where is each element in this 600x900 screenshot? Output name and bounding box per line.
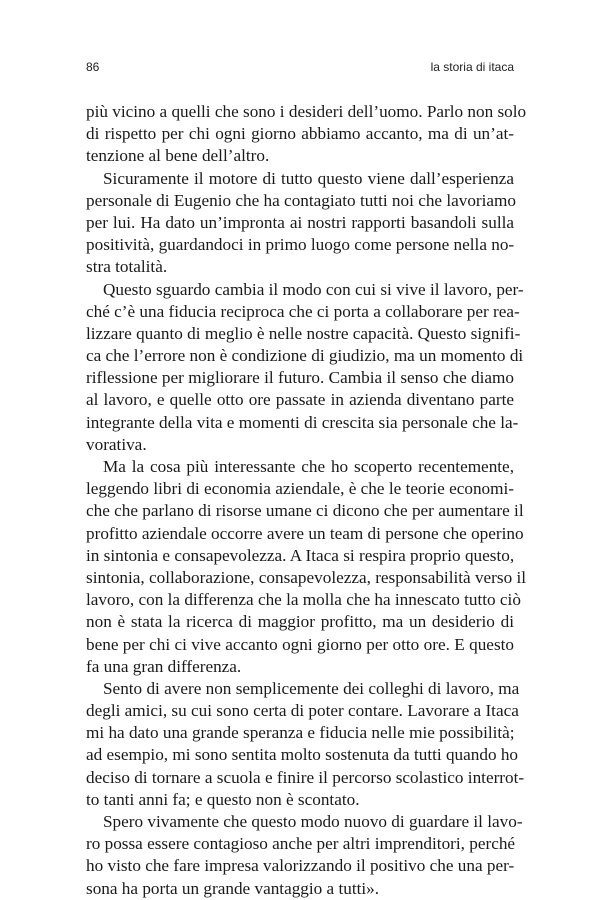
paragraph xyxy=(86,678,525,811)
text-line: Spero vivamente che questo modo nuovo di guardare il lavo- xyxy=(103,812,523,831)
text-line: Sicuramente il motore di tutto questo viene dall’esperienza xyxy=(103,168,514,188)
text-line: in sintonia e consapevolezza. A Itaca si respira proprio questo, xyxy=(86,545,515,565)
text-line: lizzare quanto di meglio è nelle nostre capacità. Questo signifi- xyxy=(86,323,521,343)
text-line: non è stata la ricerca di maggior profitto, ma un desiderio di xyxy=(86,612,514,632)
text-line: lavoro, con la differenza che la molla che ha innescato tutto ciò xyxy=(86,590,521,610)
paragraph xyxy=(86,456,527,678)
page-number: 86 xyxy=(86,60,100,74)
text-line: deciso di tornare a scuola e finire il percorso scolastico interrot- xyxy=(86,767,525,787)
text-line: ho visto che fare impresa valorizzando il positivo che una per- xyxy=(86,856,515,876)
text-line: mi ha dato una grande speranza e fiducia nelle mie possibilità; xyxy=(86,723,515,743)
text-line: ca che l’errore non è condizione di giudizio, ma un momento di xyxy=(86,346,524,366)
text-line: Ma la cosa più interessante che ho scoperto recentemente, xyxy=(103,457,514,476)
text-line: di rispetto per chi ogni giorno abbiamo accanto, ma di un’at- xyxy=(86,124,514,144)
text-line: sintonia, collaborazione, consapevolezza, responsabilità verso il xyxy=(86,567,527,587)
text-line: sona ha porta un grande vantaggio a tutti». xyxy=(86,878,380,898)
text-line: vorativa. xyxy=(86,434,147,454)
paragraph xyxy=(86,168,517,279)
body-text xyxy=(86,101,527,900)
text-line: positività, guardandoci in primo luogo come persone nella no- xyxy=(86,235,515,255)
text-line: più vicino a quelli che sono i desideri dell’uomo. Parlo non solo xyxy=(86,102,527,121)
text-line: personale di Eugenio che ha contagiato tutti noi che lavoriamo xyxy=(86,190,517,210)
text-line: fa una gran differenza. xyxy=(86,656,242,676)
text-line: ché c’è una fiducia reciproca che ci porta a collaborare per rea- xyxy=(86,301,520,321)
text-line: ad esempio, mi sono sentita molto sostenuta da tutti quando ho xyxy=(86,745,519,765)
text-line: tenzione al bene dell’altro. xyxy=(86,146,270,166)
text-line: to tanti anni fa; e questo non è scontato. xyxy=(86,789,360,809)
text-line: Questo sguardo cambia il modo con cui si vive il lavoro, per- xyxy=(103,279,524,299)
text-line: stra totalità. xyxy=(86,257,168,277)
paragraph xyxy=(86,279,524,457)
text-line: al lavoro, e quelle otto ore passate in azienda diventano parte xyxy=(86,390,514,410)
text-line: integrante della vita e momenti di crescita sia personale che la- xyxy=(86,412,519,432)
text-line: riflessione per migliorare il futuro. Cambia il senso che diamo xyxy=(86,368,514,388)
running-title: la storia di itaca xyxy=(430,60,514,74)
text-line: ro possa essere contagioso anche per altri imprenditori, perché xyxy=(86,834,516,854)
text-line: per lui. Ha dato un’impronta ai nostri rapporti basandoli sulla xyxy=(86,212,514,232)
text-line: degli amici, su cui sono certa di poter contare. Lavorare a Itaca xyxy=(86,701,519,721)
text-line: bene per chi ci vive accanto ogni giorno per otto ore. E questo xyxy=(86,634,514,654)
text-line: che che parlano di risorse umane ci dicono che per aumentare il xyxy=(86,501,524,521)
text-line: leggendo libri di economia aziendale, è che le teorie economi- xyxy=(86,479,514,499)
text-line: profitto aziendale occorre avere un team di persone che operino xyxy=(86,523,524,543)
paragraph xyxy=(86,101,527,168)
running-header xyxy=(86,60,514,78)
paragraph xyxy=(86,811,523,900)
text-line: Sento di avere non semplicemente dei colleghi di lavoro, ma xyxy=(103,678,520,698)
